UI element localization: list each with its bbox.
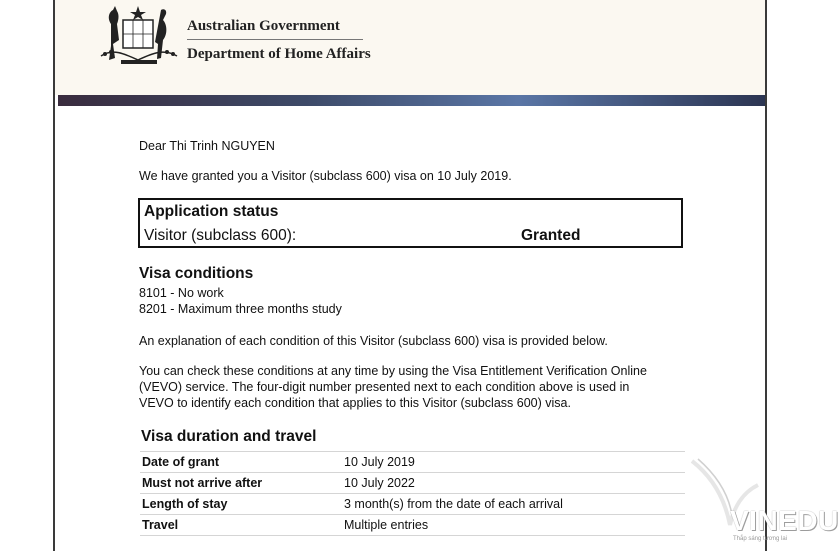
watermark-tagline: Thắp sáng tương lai: [733, 536, 787, 542]
row-label: Must not arrive after: [140, 473, 342, 494]
row-value: 10 July 2019: [342, 452, 685, 473]
application-status-box: [138, 198, 683, 248]
duration-travel-table: [140, 451, 685, 536]
condition-item: 8101 - No work: [139, 286, 224, 300]
table-row: [140, 494, 685, 515]
government-name: Australian Government: [187, 18, 340, 34]
watermark-logo-text: VINEDU: [730, 505, 839, 536]
table-row: [140, 452, 685, 473]
application-status-title: Application status: [144, 203, 279, 220]
table-row: [140, 473, 685, 494]
condition-item: 8201 - Maximum three months study: [139, 302, 342, 316]
table-row: [140, 515, 685, 536]
application-status-visa-type: Visitor (subclass 600):: [144, 227, 297, 244]
department-name: Department of Home Affairs: [187, 46, 371, 62]
header-divider: [187, 39, 363, 40]
duration-travel-heading: Visa duration and travel: [141, 428, 317, 445]
coat-of-arms-icon: [97, 4, 181, 66]
grant-sentence: We have granted you a Visitor (subclass 600) visa on 10 July 2019.: [139, 169, 512, 183]
vevo-text-line: (VEVO) service. The four-digit number presented next to each condition above is used in: [139, 380, 630, 394]
row-value: Multiple entries: [342, 515, 685, 536]
row-label: Date of grant: [140, 452, 342, 473]
conditions-explanation: An explanation of each condition of this Visitor (subclass 600) visa is provided below.: [139, 334, 608, 348]
application-status-value: Granted: [521, 227, 581, 244]
vevo-text-line: VEVO to identify each condition that applies to this Visitor (subclass 600) visa.: [139, 396, 571, 410]
visa-conditions-heading: Visa conditions: [139, 265, 254, 282]
row-value: 3 month(s) from the date of each arrival: [342, 494, 685, 515]
vevo-text-line: You can check these conditions at any time by using the Visa Entitlement Verification Online: [139, 364, 647, 378]
header-band: [58, 95, 765, 106]
salutation: Dear Thi Trinh NGUYEN: [139, 139, 275, 153]
row-label: Travel: [140, 515, 342, 536]
row-label: Length of stay: [140, 494, 342, 515]
row-value: 10 July 2022: [342, 473, 685, 494]
